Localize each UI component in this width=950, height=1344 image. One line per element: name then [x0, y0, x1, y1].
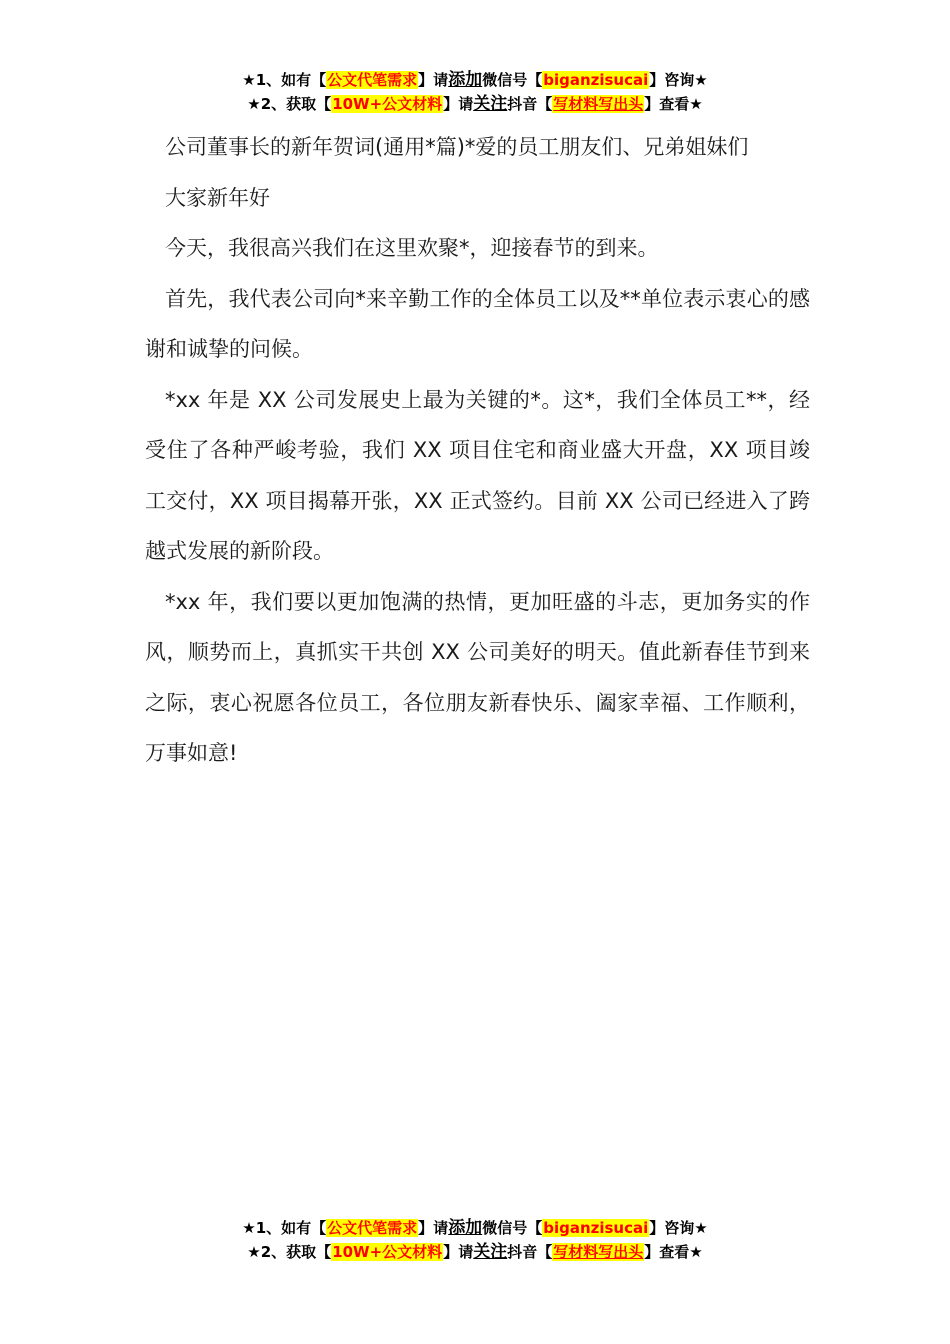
- banner-line-2-prefix: ★2、获取【: [247, 95, 332, 113]
- banner-line-2: [0, 92, 950, 116]
- footer-line-1-suffix: 】咨询★: [649, 1219, 708, 1237]
- footer-line-1-mid: 】请: [418, 1219, 449, 1237]
- banner-line-1-prefix: ★1、如有【: [242, 71, 327, 89]
- footer-line-1-prefix: ★1、如有【: [242, 1219, 327, 1237]
- banner-line-1-highlight-service: 公文代笔需求: [327, 71, 418, 89]
- review-paragraph: *xx 年是 XX 公司发展史上最为关键的*。这*，我们全体员工**，经受住了各种严峻考验，我们 XX 项目住宅和商业盛大开盘，XX 项目竣工交付，XX 项目揭幕开张，XX 正式签约。目前 XX 公司已经进入了跨越式发展的新阶段。: [145, 387, 810, 563]
- banner-line-2-highlight-douyin: 写材料写出头: [553, 95, 644, 113]
- banner-line-2-mid: 】请: [443, 95, 474, 113]
- greeting-paragraph: 大家新年好: [165, 185, 270, 210]
- banner-line-1: [0, 68, 950, 92]
- footer-line-1-mid2: 微信号【: [482, 1219, 543, 1237]
- banner-line-2-highlight-materials: 10W+公文材料: [332, 95, 443, 113]
- banner-line-1-mid2: 微信号【: [482, 71, 543, 89]
- document-body: [145, 122, 810, 779]
- footer-line-2-prefix: ★2、获取【: [247, 1243, 332, 1261]
- banner-line-2-mid2: 抖音【: [507, 95, 553, 113]
- banner-line-1-suffix: 】咨询★: [649, 71, 708, 89]
- thanks-paragraph: 首先，我代表公司向*来辛勤工作的全体员工以及**单位表示衷心的感谢和诚挚的问候。: [145, 286, 810, 361]
- outlook-paragraph: *xx 年，我们要以更加饱满的热情，更加旺盛的斗志，更加务实的作风，顺势而上，真抓实干共创 XX 公司美好的明天。值此新春佳节到来之际，衷心祝愿各位员工，各位朋友新春快乐、阖家幸福、工作顺利，万事如意!: [145, 589, 810, 765]
- banner-line-1-emphasis: 添加: [448, 70, 483, 90]
- footer-line-2-mid: 】请: [443, 1243, 474, 1261]
- banner-line-1-mid: 】请: [418, 71, 449, 89]
- footer-line-2-highlight-materials: 10W+公文材料: [332, 1243, 443, 1261]
- footer-line-1-emphasis: 添加: [448, 1218, 483, 1238]
- document-title-line: 公司董事长的新年贺词(通用*篇)*爱的员工朋友们、兄弟姐妹们: [165, 135, 749, 159]
- footer-line-1-highlight-service: 公文代笔需求: [327, 1219, 418, 1237]
- banner-line-2-emphasis: 关注: [473, 94, 508, 114]
- footer-line-1-highlight-wechat: biganzisucai: [543, 1219, 649, 1237]
- footer-line-2-highlight-douyin: 写材料写出头: [553, 1243, 644, 1261]
- opening-paragraph: 今天，我很高兴我们在这里欢聚*，迎接春节的到来。: [165, 236, 659, 260]
- banner-line-2-suffix: 】查看★: [644, 95, 703, 113]
- banner-line-1-highlight-wechat: biganzisucai: [543, 71, 649, 89]
- footer-line-1: [0, 1216, 950, 1240]
- footer-line-2-emphasis: 关注: [473, 1242, 508, 1262]
- footer-banner: [0, 1216, 950, 1264]
- footer-line-2: [0, 1240, 950, 1264]
- header-banner: [0, 68, 950, 116]
- footer-line-2-suffix: 】查看★: [644, 1243, 703, 1261]
- footer-line-2-mid2: 抖音【: [507, 1243, 553, 1261]
